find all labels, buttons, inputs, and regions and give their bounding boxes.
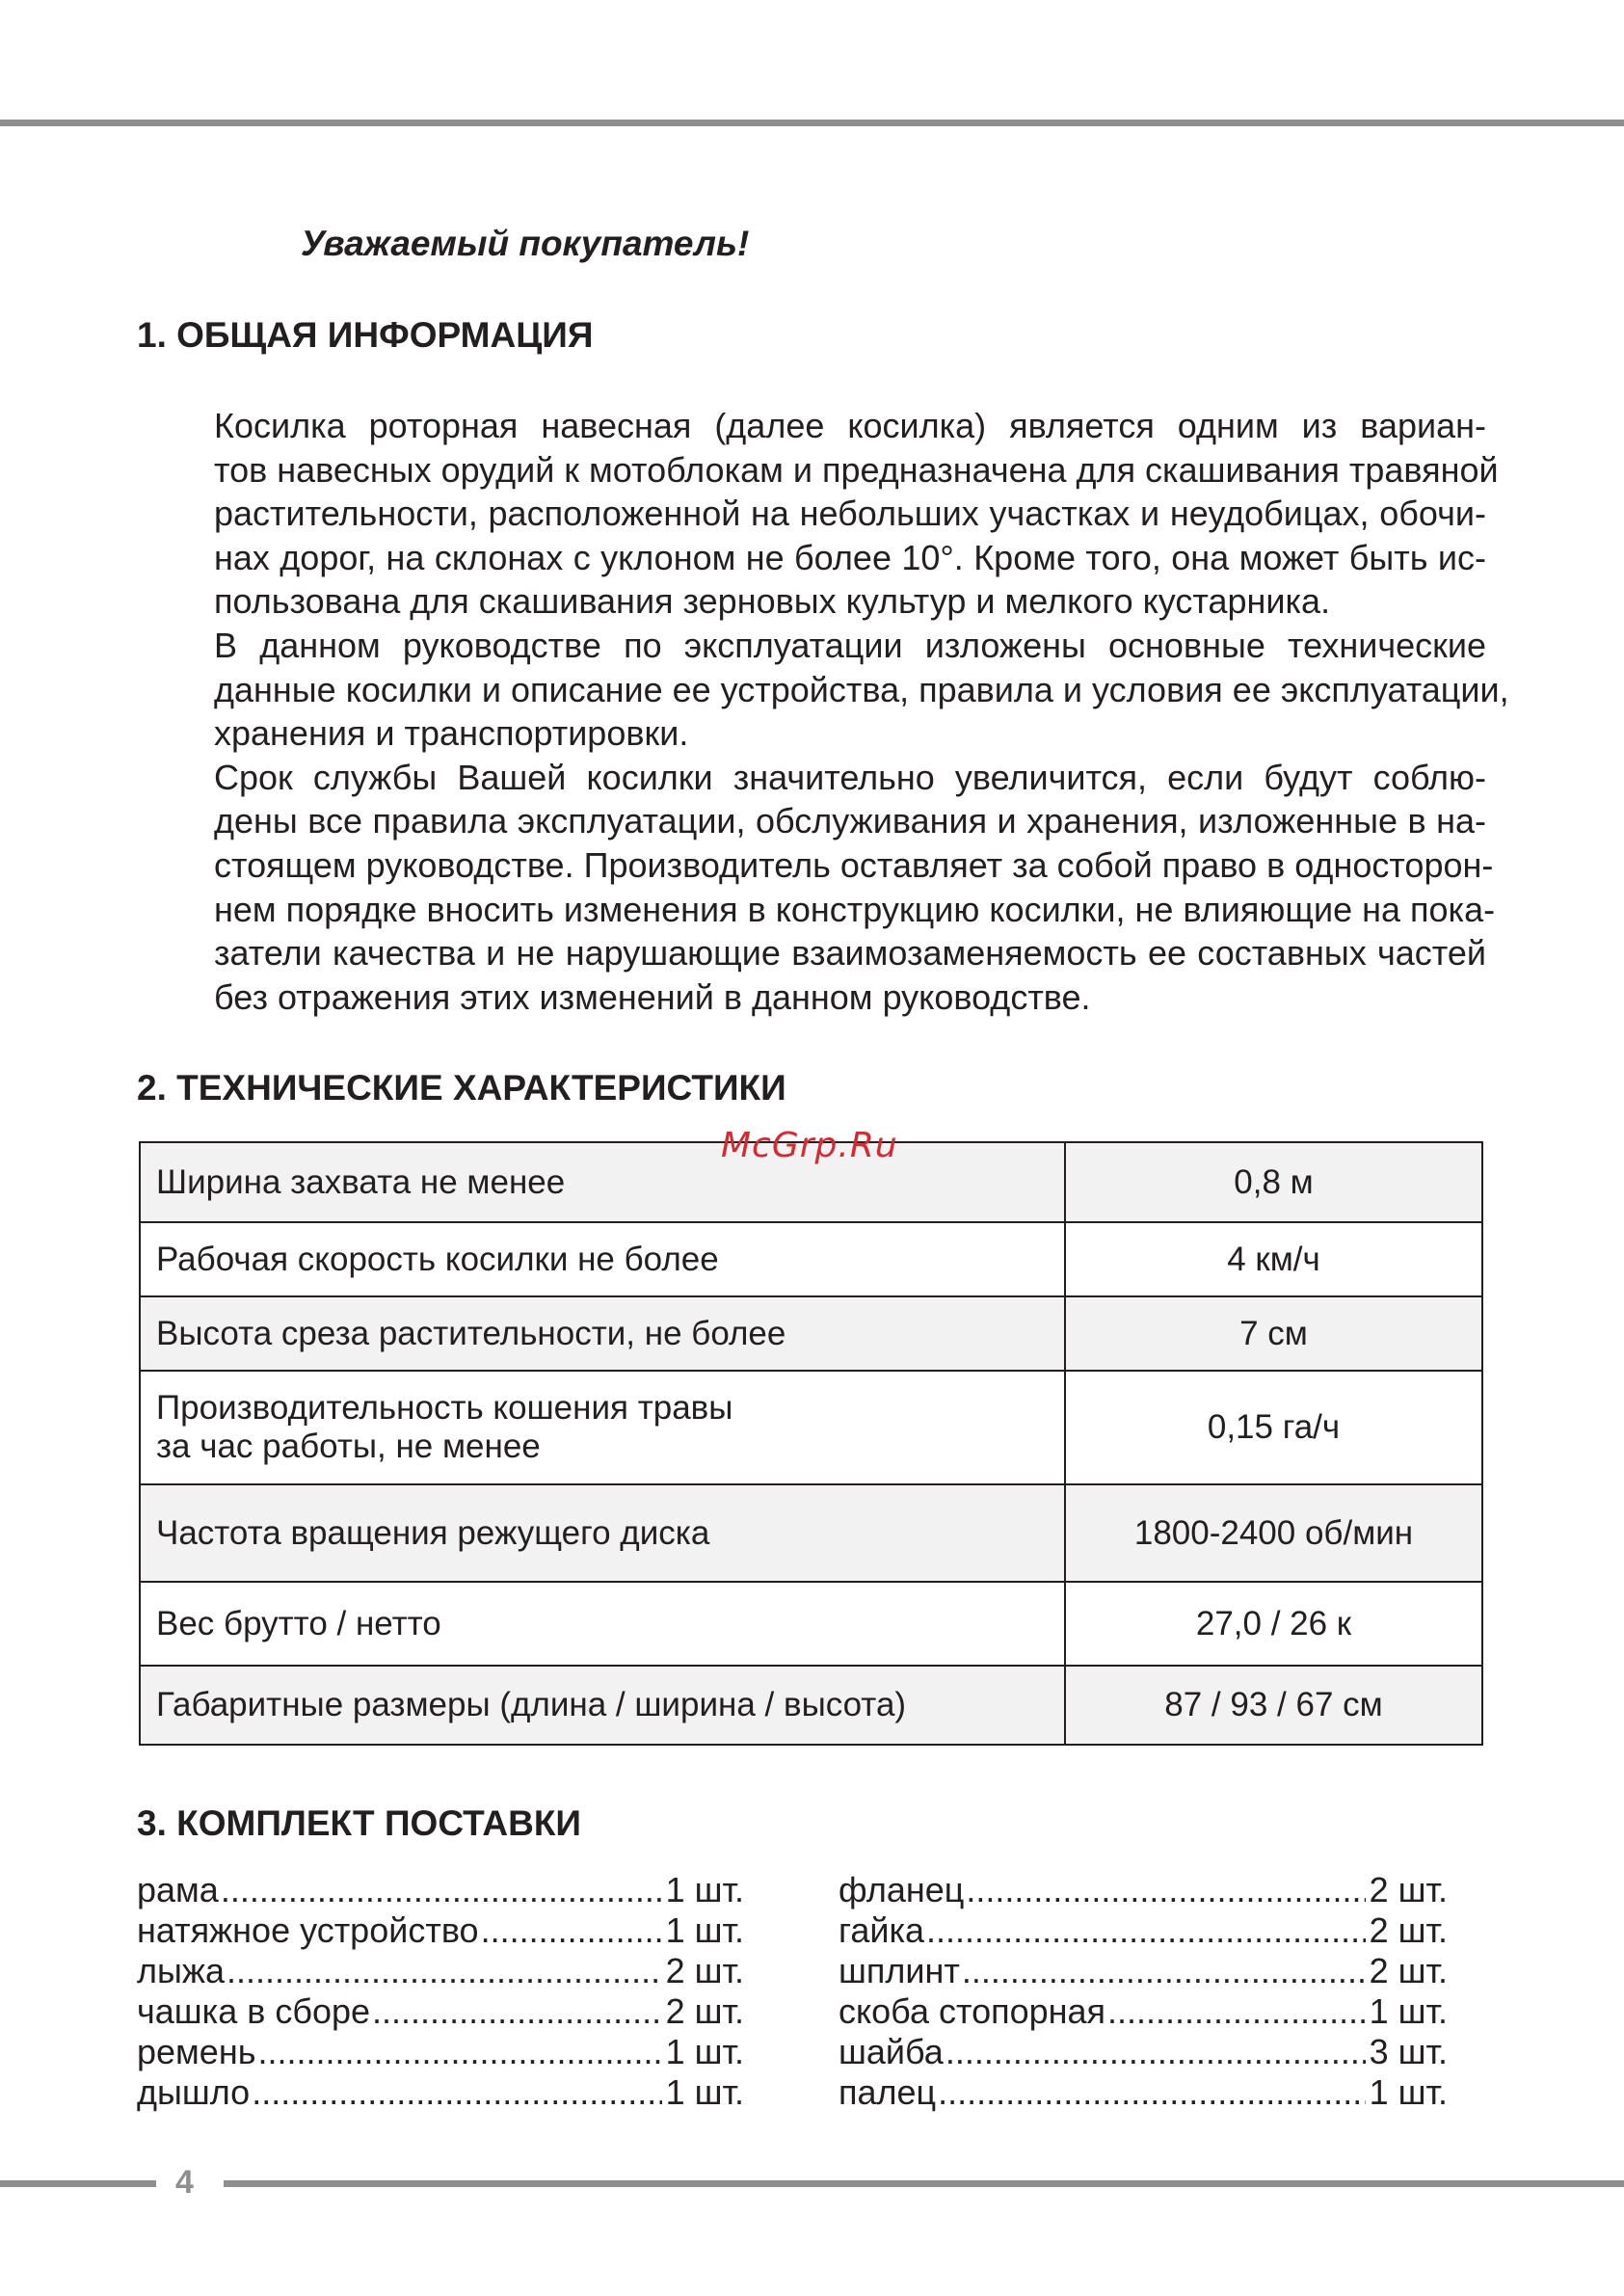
table-row	[140, 1666, 1482, 1745]
kit-item-name: скоба стопорная	[839, 1991, 1106, 2031]
list-item	[839, 1910, 1448, 1951]
greeting: Уважаемый покупатель!	[301, 224, 750, 263]
general-info-text	[137, 404, 1509, 1019]
kit-item-qty: 2 шт.	[665, 1991, 744, 2031]
list-item	[137, 1991, 744, 2032]
spec-value: 7 см	[1065, 1296, 1482, 1371]
text-line: нах дорог, на склонах с уклоном не более 10°. Кроме того, она может быть ис-	[214, 537, 1486, 577]
kit-item-qty: 3 шт.	[1369, 2032, 1448, 2071]
spec-param: Рабочая скорость косилки не более	[140, 1222, 1065, 1296]
dot-leader	[226, 1951, 662, 1991]
kit-list-left	[137, 1870, 744, 2113]
dot-leader	[481, 1910, 662, 1951]
dot-leader	[926, 1910, 1366, 1951]
kit-item-name: лыжа	[137, 1951, 225, 1990]
kit-item-name: шайба	[839, 2032, 944, 2071]
list-item	[137, 1870, 744, 1910]
paragraph	[137, 624, 1509, 756]
spec-value: 1800-2400 об/мин	[1065, 1484, 1482, 1582]
kit-item-qty: 1 шт.	[665, 1870, 744, 1909]
kit-item-qty: 2 шт.	[1369, 1951, 1448, 1990]
list-item	[839, 1991, 1448, 2032]
section-heading-general: 1. ОБЩАЯ ИНФОРМАЦИЯ	[137, 315, 594, 355]
watermark: McGrp.Ru	[721, 1126, 898, 1165]
page-number: 4	[175, 2164, 194, 2201]
list-item	[137, 1910, 744, 1951]
dot-leader	[966, 1870, 1365, 1910]
text-line: В данном руководстве по эксплуатации изложены основные технические	[214, 625, 1486, 665]
kit-item-qty: 2 шт.	[665, 1951, 744, 1990]
kit-list-right	[839, 1870, 1448, 2113]
dot-leader	[257, 2032, 661, 2072]
paragraph	[137, 756, 1496, 1020]
spec-param: Производительность кошения травы за час работы, не менее	[140, 1371, 1065, 1484]
table-row	[140, 1484, 1482, 1582]
spec-value: 27,0 / 26 к	[1065, 1582, 1482, 1666]
text-line: данные косилки и описание ее устройства, правила и условия ее эксплуатации,	[214, 669, 1509, 709]
spec-param: Вес брутто / нетто	[140, 1582, 1065, 1666]
kit-item-qty: 2 шт.	[1369, 1870, 1448, 1909]
footer-rule	[224, 2180, 1624, 2187]
text-line: затели качества и не нарушающие взаимозаменяемость ее составных частей	[214, 933, 1486, 974]
spec-value: 0,15 га/ч	[1065, 1371, 1482, 1484]
text-line: растительности, расположенной на небольших участках и неудобицах, обочи-	[214, 494, 1486, 534]
dot-leader	[962, 1951, 1366, 1991]
text-line: дены все правила эксплуатации, обслуживания и хранения, изложенные в на-	[214, 801, 1486, 841]
kit-item-qty: 1 шт.	[1369, 1991, 1448, 2031]
text-line: без отражения этих изменений в данном руководстве.	[214, 976, 1091, 1017]
kit-item-name: натяжное устройство	[137, 1910, 479, 1950]
dot-leader	[221, 1870, 662, 1910]
text-line: стоящем руководстве. Производитель оставляет за собой право в односторон-	[214, 844, 1494, 885]
kit-item-name: фланец	[839, 1870, 965, 1909]
kit-item-qty: 1 шт.	[665, 2032, 744, 2071]
table-row	[140, 1296, 1482, 1371]
kit-item-qty: 1 шт.	[665, 1910, 744, 1950]
dot-leader	[372, 1991, 662, 2032]
kit-item-qty: 1 шт.	[1369, 2072, 1448, 2112]
text-line: пользована для скашивания зерновых культур и мелкого кустарника.	[214, 581, 1331, 622]
section-heading-specs: 2. ТЕХНИЧЕСКИЕ ХАРАКТЕРИСТИКИ	[137, 1068, 786, 1108]
list-item	[839, 1951, 1448, 1991]
text-line: нем порядке вносить изменения в конструкцию косилки, не влияющие на пока-	[214, 889, 1496, 929]
kit-item-name: чашка в сборе	[137, 1991, 371, 2031]
list-item	[839, 1870, 1448, 1910]
kit-item-qty: 1 шт.	[665, 2072, 744, 2112]
kit-item-name: гайка	[839, 1910, 925, 1950]
table-row	[140, 1222, 1482, 1296]
spec-param: Частота вращения режущего диска	[140, 1484, 1065, 1582]
table-row	[140, 1371, 1482, 1484]
kit-item-name: ремень	[137, 2032, 256, 2071]
specs-table	[139, 1141, 1483, 1746]
section-heading-kit: 3. КОМПЛЕКТ ПОСТАВКИ	[137, 1803, 582, 1843]
text-line: Косилка роторная навесная (далее косилка) является одним из вариан-	[214, 406, 1486, 445]
dot-leader	[1107, 1991, 1366, 2032]
text-line: тов навесных орудий к мотоблокам и предназначена для скашивания травяной	[214, 449, 1499, 490]
top-rule	[0, 120, 1624, 126]
footer-rule	[0, 2180, 156, 2187]
list-item	[137, 2032, 744, 2072]
text-line: хранения и транспортировки.	[214, 713, 689, 754]
spec-param: Ширина захвата не менее	[140, 1142, 1065, 1222]
spec-value: 4 км/ч	[1065, 1222, 1482, 1296]
dot-leader	[252, 2072, 661, 2113]
kit-item-qty: 2 шт.	[1369, 1910, 1448, 1950]
spec-param: Габаритные размеры (длина / ширина / высота)	[140, 1666, 1065, 1745]
kit-item-name: шплинт	[839, 1951, 960, 1990]
list-item	[137, 1951, 744, 1991]
spec-value: 0,8 м	[1065, 1142, 1482, 1222]
paragraph	[137, 404, 1499, 624]
table-row	[140, 1582, 1482, 1666]
spec-param: Высота среза растительности, не более	[140, 1296, 1065, 1371]
list-item	[839, 2072, 1448, 2113]
text-line: Срок службы Вашей косилки значительно увеличится, если будут соблю-	[214, 757, 1486, 797]
dot-leader	[945, 2032, 1366, 2072]
list-item	[839, 2032, 1448, 2072]
kit-item-name: дышло	[137, 2072, 251, 2112]
spec-value: 87 / 93 / 67 см	[1065, 1666, 1482, 1745]
kit-item-name: палец	[839, 2072, 937, 2112]
list-item	[137, 2072, 744, 2113]
dot-leader	[938, 2072, 1365, 2113]
kit-item-name: рама	[137, 1870, 219, 1909]
